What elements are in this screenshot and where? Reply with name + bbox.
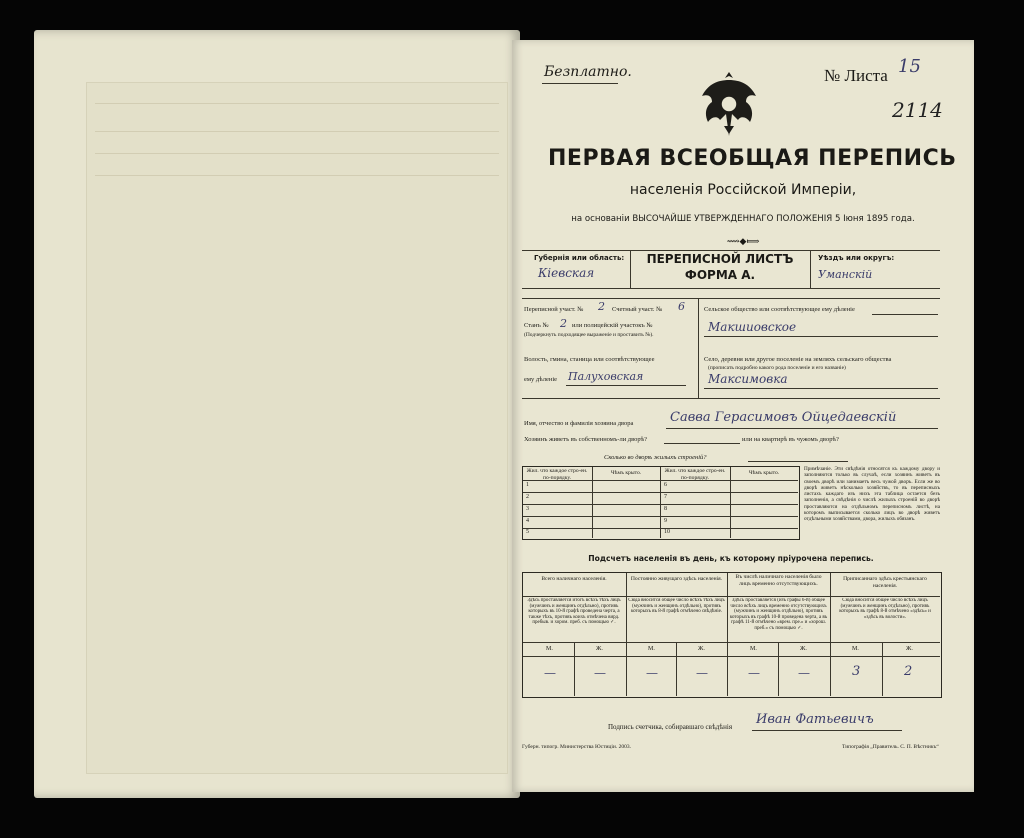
selo-value: Максимовка [708, 372, 788, 386]
buildings-col-b-left: Чѣмъ крыто. [610, 470, 642, 476]
sheet-stamp: 2114 [892, 98, 943, 122]
society-value: Макшиовское [708, 320, 797, 334]
uezd-value: Уманскій [818, 268, 873, 281]
count-value: — [696, 666, 708, 680]
row-number: 10 [664, 529, 670, 535]
form-letter: ФОРМА А. [684, 268, 756, 282]
stan-label: Станъ № [524, 322, 549, 329]
count-value: — [544, 666, 556, 680]
police-label: или полицейскій участокъ № [572, 322, 653, 329]
sex-label: М. [852, 646, 859, 652]
volost-label-2: ему дѣленіе [524, 376, 558, 383]
owner-label: Имя, отчество и фамилія хозяина двора [524, 420, 634, 427]
form-subtitle: населенія Россійской Имперіи, [629, 182, 857, 198]
count-col-2-body: Сюда вносится общее число всѣхъ тѣхъ лицъ (мужчинъ и женщинъ отдѣльно), противъ которыхъ въ 8-й графѣ отмѣчено свѣдѣніе. [628, 598, 725, 615]
selo-note: (прописать подробно какого рода поселеніе и его названіе) [708, 365, 846, 371]
signature-label: Подпись счетчика, собиравшаго свѣдѣнія [608, 723, 733, 731]
schetny-label: Счетный участ. № [612, 306, 663, 313]
signature-value: Иван Фатьевичъ [756, 712, 874, 727]
printer-right: Типографія „Правитель. С. П. Вѣстникъ“ [842, 744, 939, 750]
count-heading: Подсчетъ населенія въ день, къ которому пріурочена перепись. [588, 554, 874, 563]
buildings-col-a-right: Жил. что каждое стро-ен. по-порядку. [664, 468, 726, 481]
buildings-col-a-left: Жил. что каждое стро-ен. по-порядку. [526, 468, 588, 481]
volost-value: Палуховская [568, 370, 644, 383]
row-number: 1 [526, 482, 529, 488]
row-number: 5 [526, 529, 529, 535]
count-col-3-head: Въ числѣ наличнаго населенія было лицъ временно отсутствующихъ. [735, 574, 822, 587]
row-number: 7 [664, 494, 667, 500]
uchastok-value: 2 [598, 300, 605, 313]
sex-label: Ж. [596, 646, 603, 652]
count-value: 2 [904, 664, 913, 679]
schetny-value: 6 [678, 300, 685, 313]
uezd-label: Уѣздъ или округъ: [818, 254, 895, 262]
owner-value: Савва Герасимовъ Ойцедаевскій [670, 410, 897, 425]
count-value: — [748, 666, 760, 680]
form-main-title: ПЕРВАЯ ВСЕОБЩАЯ ПЕРЕПИСЬ [548, 146, 957, 171]
row-number: 9 [664, 518, 667, 524]
dwellings-label: Сколько во дворѣ жилыхъ строеній? [604, 454, 707, 461]
ornament: ⟿◆⟾ [726, 236, 760, 246]
stan-note: (Подчеркнуть подходящее выраженіе и проставить №). [524, 332, 654, 338]
row-number: 2 [526, 494, 529, 500]
left-page-bleed-through [86, 82, 508, 774]
count-value: — [646, 666, 658, 680]
left-page [34, 30, 520, 798]
imperial-eagle-emblem [698, 66, 760, 140]
sex-label: Ж. [906, 646, 913, 652]
count-col-1-body: Здѣсь проставляется итогъ всѣхъ тѣхъ лицъ (мужчинъ и женщинъ отдѣльно), противъ которыхъ въ 10-й графѣ проведена черта, а также тѣхъ, противъ коихъ отмѣчена вирд. пребыв. и хором. преб. съ помощью ✓. [527, 598, 621, 626]
count-col-4-body: Сюда вносится общее число всѣхъ лицъ (мужчинъ и женщинъ отдѣльно), противъ которыхъ въ графѣ 8-й отмѣчено «здѣсь» и «здѣсь въ волости». [839, 598, 931, 620]
row-number: 4 [526, 518, 529, 524]
form-title: ПЕРЕПИСНОЙ ЛИСТЪ [646, 252, 794, 266]
row-number: 6 [664, 482, 667, 488]
uchastok-label: Переписной участ. № [524, 306, 584, 313]
volost-label: Волость, гмина, станица или соотвѣтствующее [524, 356, 655, 363]
count-col-1-head: Всего наличнаго населенія. [541, 576, 607, 582]
sheet-number-label: № Листа [824, 66, 888, 85]
free-label: Безплатно. [544, 64, 632, 80]
row-number: 3 [526, 506, 529, 512]
census-form-page [512, 40, 974, 792]
gubernia-value: Кіевская [538, 266, 595, 280]
sex-label: М. [750, 646, 757, 652]
own-house-label: Хозяинъ живетъ въ собственномъ-ли дворѣ? [524, 436, 648, 443]
count-col-4-head: Приписаннаго здѣсь крестьянскаго населенія. [843, 576, 927, 589]
note-text: Примѣчаніе. Эти свѣдѣнія относятся къ каждому двору и заполняются только въ случаѣ, если хозяинъ живетъ въ своемъ дворѣ или занимаетъ весь чужой дворъ. Если же во дворѣ живетъ нѣсколько хозяйствъ, то въ переписныхъ листахъ каждаго изъ нихъ эта таблица остается безъ заполненія, а свѣдѣнія о числѣ жилыхъ строеній во дворѣ проставляются на отдѣльномъ переписномъ листѣ, на которомъ выписывается сколько лицъ во дворѣ живетъ отдѣльными хозяйствами, двора, жилыхъ обязанъ. [804, 466, 940, 523]
society-label: Сельское общество или соотвѣтствующее ему дѣленіе [704, 306, 855, 313]
sex-label: М. [546, 646, 553, 652]
count-value: — [798, 666, 810, 680]
sex-label: Ж. [698, 646, 705, 652]
row-number: 8 [664, 506, 667, 512]
sex-label: Ж. [800, 646, 807, 652]
buildings-col-b-right: Чѣмъ крыто. [748, 470, 780, 476]
printer-left: Губерн. типогр. Министерства Юстиціи. 2003. [522, 744, 631, 750]
selo-label: Село, деревня или другое поселеніе на земляхъ сельскаго общества [704, 356, 892, 363]
count-col-2-head: Постоянно живущаго здѣсь населенія. [630, 576, 723, 582]
count-col-3-body: Здѣсь проставляется (изъ графы 6-й) общее число всѣхъ лицъ временно отсутствующихъ (мужчинъ и женщинъ отдѣльно), противъ которыхъ въ графѣ 10-й проведена черта, а въ графѣ 11-й отмѣчено «врем. пре.» и «хорош. преб.» съ помощью ✓. [729, 598, 828, 631]
gubernia-label: Губернія или область: [534, 254, 625, 262]
count-value: 3 [852, 664, 861, 679]
sex-label: М. [648, 646, 655, 652]
count-value: — [594, 666, 606, 680]
rented-label: или на квартирѣ въ чужомъ дворѣ? [742, 436, 839, 443]
stan-value: 2 [560, 317, 567, 330]
legal-basis: на основаніи ВЫСОЧАЙШЕ УТВЕРЖДЕННАГО ПОЛОЖЕНІЯ 5 Іюня 1895 года. [571, 214, 915, 224]
sheet-number-value: 15 [898, 56, 921, 77]
